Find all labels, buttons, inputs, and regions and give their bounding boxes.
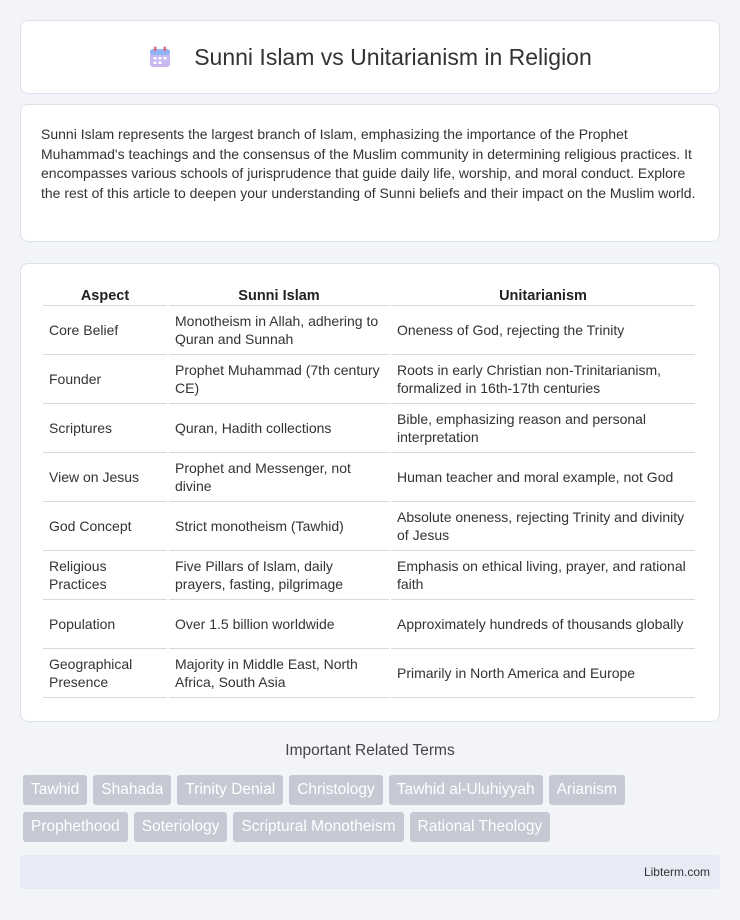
cell-unitarian: Bible, emphasizing reason and personal interpretation xyxy=(391,404,695,453)
cell-aspect: Founder xyxy=(43,355,167,404)
cell-sunni: Prophet Muhammad (7th century CE) xyxy=(169,355,389,404)
table-row xyxy=(43,600,695,649)
table-row xyxy=(43,306,695,355)
intro-paragraph: Sunni Islam represents the largest branch of Islam, emphasizing the importance of the Prophet Muhammad's teachings and the consensus of the Muslim community in determining religious practices. It encompasses various schools of jurisprudence that guide daily life, worship, and moral conduct. Explore the rest of this article to deepen your understanding of Sunni beliefs and their impact on the Muslim world. xyxy=(41,126,696,201)
tag-arianism[interactable]: Arianism xyxy=(549,775,625,805)
cell-aspect: Population xyxy=(43,600,167,649)
cell-aspect: Scriptures xyxy=(43,404,167,453)
cell-unitarian: Absolute oneness, rejecting Trinity and divinity of Jesus xyxy=(391,502,695,551)
title-card xyxy=(20,20,720,94)
header-sunni-islam: Sunni Islam xyxy=(169,284,389,306)
cell-unitarian: Emphasis on ethical living, prayer, and rational faith xyxy=(391,551,695,600)
tag-scriptural-monotheism[interactable]: Scriptural Monotheism xyxy=(233,812,403,842)
cell-aspect: God Concept xyxy=(43,502,167,551)
tag-rational-theology[interactable]: Rational Theology xyxy=(410,812,551,842)
cell-aspect: View on Jesus xyxy=(43,453,167,502)
tag-shahada[interactable]: Shahada xyxy=(93,775,171,805)
cell-unitarian: Roots in early Christian non-Trinitarianism, formalized in 16th-17th centuries xyxy=(391,355,695,404)
tag-christology[interactable]: Christology xyxy=(289,775,383,805)
related-terms-title: Important Related Terms xyxy=(285,742,455,759)
tag-tawhid[interactable]: Tawhid xyxy=(23,775,87,805)
tag-tawhid-al-uluhiyyah[interactable]: Tawhid al-Uluhiyyah xyxy=(389,775,543,805)
cell-sunni: Strict monotheism (Tawhid) xyxy=(169,502,389,551)
page-title: Sunni Islam vs Unitarianism in Religion xyxy=(194,43,592,70)
tag-prophethood[interactable]: Prophethood xyxy=(23,812,128,842)
cell-unitarian: Human teacher and moral example, not God xyxy=(391,453,695,502)
header-aspect: Aspect xyxy=(43,284,167,306)
tag-trinity-denial[interactable]: Trinity Denial xyxy=(177,775,283,805)
table-row xyxy=(43,404,695,453)
cell-aspect: Geographical Presence xyxy=(43,649,167,698)
cell-unitarian: Approximately hundreds of thousands globally xyxy=(391,600,695,649)
cell-unitarian: Oneness of God, rejecting the Trinity xyxy=(391,306,695,355)
cell-sunni: Quran, Hadith collections xyxy=(169,404,389,453)
intro-card xyxy=(20,104,720,242)
footer-site-link[interactable]: Libterm.com xyxy=(643,865,710,879)
cell-aspect: Religious Practices xyxy=(43,551,167,600)
comparison-table xyxy=(41,284,697,698)
cell-aspect: Core Belief xyxy=(43,306,167,355)
footer xyxy=(20,855,720,889)
cell-sunni: Prophet and Messenger, not divine xyxy=(169,453,389,502)
cell-sunni: Five Pillars of Islam, daily prayers, fasting, pilgrimage xyxy=(169,551,389,600)
tag-soteriology[interactable]: Soteriology xyxy=(134,812,228,842)
cell-sunni: Over 1.5 billion worldwide xyxy=(169,600,389,649)
table-header-row xyxy=(43,284,695,306)
table-row xyxy=(43,453,695,502)
comparison-table-card xyxy=(20,263,720,722)
header-unitarianism: Unitarianism xyxy=(391,284,695,306)
cell-sunni: Monotheism in Allah, adhering to Quran and Sunnah xyxy=(169,306,389,355)
cell-unitarian: Primarily in North America and Europe xyxy=(391,649,695,698)
related-terms-list xyxy=(23,775,723,842)
table-row xyxy=(43,551,695,600)
cell-sunni: Majority in Middle East, North Africa, South Asia xyxy=(169,649,389,698)
table-row xyxy=(43,649,695,698)
calendar-icon xyxy=(148,45,172,69)
table-row xyxy=(43,355,695,404)
table-row xyxy=(43,502,695,551)
